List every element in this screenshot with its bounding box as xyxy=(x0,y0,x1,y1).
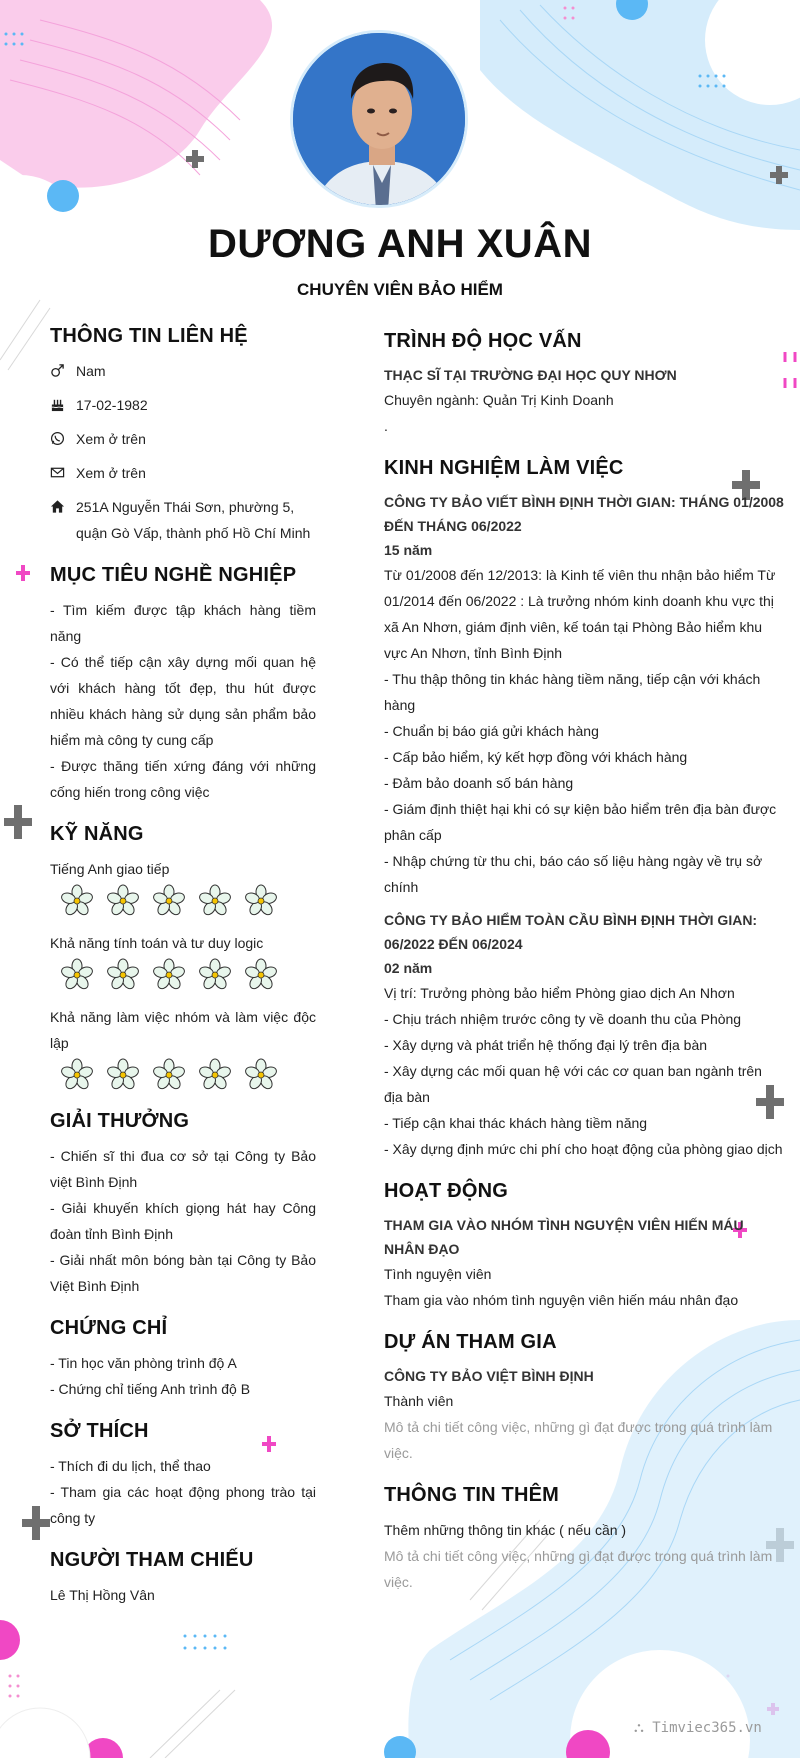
candidate-name: DƯƠNG ANH XUÂN xyxy=(208,222,592,266)
rating-flower-icon xyxy=(152,1058,186,1092)
section-heading-projects: DỰ ÁN THAM GIA xyxy=(384,1331,557,1353)
education-school: THẠC SĨ TẠI TRƯỜNG ĐẠI HỌC QUY NHƠN xyxy=(384,367,677,383)
skill-label: Khả năng tính toán và tư duy logic xyxy=(50,935,264,951)
experience-section xyxy=(384,457,784,1162)
projects-section xyxy=(384,1331,784,1466)
section-heading-certificates: CHỨNG CHỈ xyxy=(50,1317,168,1339)
contact-address xyxy=(50,494,316,546)
phone-icon xyxy=(50,426,76,446)
skill-label: Tiếng Anh giao tiếp xyxy=(50,861,170,877)
section-heading-contact: THÔNG TIN LIÊN HỆ xyxy=(50,325,248,347)
project-company: CÔNG TY BẢO VIỆT BÌNH ĐỊNH xyxy=(384,1368,594,1384)
job-entry xyxy=(384,908,784,1162)
activity-role: Tình nguyện viên xyxy=(384,1266,492,1282)
job-line: - Đảm bảo doanh số bán hàng xyxy=(384,775,574,791)
job-line: - Cấp bảo hiểm, ký kết hợp đồng với khách hàng xyxy=(384,749,688,765)
contact-gender xyxy=(50,358,316,384)
activity-desc: Tham gia vào nhóm tình nguyện viên hiến máu nhân đạo xyxy=(384,1292,739,1308)
references-section xyxy=(50,1549,316,1608)
job-line: Từ 01/2008 đến 12/2013: là Kinh tế viên thu nhận bảo hiểm Từ 01/2014 đến 06/2022 : Là trưởng nhóm kinh doanh khu vực thị xã An Nhơn, giám định viên, kế toán tại Phòng Bảo hiểm khu vực An Nhơn, tỉnh Bình Định xyxy=(384,567,776,661)
activities-section xyxy=(384,1180,784,1313)
rating-flower-icon xyxy=(106,958,140,992)
education-note: . xyxy=(384,418,388,434)
section-heading-skills: KỸ NĂNG xyxy=(50,823,144,845)
email-icon xyxy=(50,460,76,480)
extra-section xyxy=(384,1484,784,1595)
section-heading-hobbies: SỞ THÍCH xyxy=(50,1420,149,1442)
home-icon xyxy=(50,494,76,514)
job-line: - Xây dựng và phát triển hệ thống đại lý trên địa bàn xyxy=(384,1037,708,1053)
job-company: CÔNG TY BẢO HIỂM TOÀN CẦU BÌNH ĐỊNH THỜI GIAN: 06/2022 ĐẾN 06/2024 xyxy=(384,912,758,952)
section-heading-activities: HOẠT ĐỘNG xyxy=(384,1180,509,1202)
job-company: CÔNG TY BẢO VIẾT BÌNH ĐỊNH THỜI GIAN: THÁNG 01/2008 ĐẾN THÁNG 06/2022 xyxy=(384,494,784,534)
right-column xyxy=(384,330,784,1613)
job-line: - Thu thập thông tin khác hàng tiềm năng, tiếp cận với khách hàng xyxy=(384,671,761,713)
objective-line: - Có thể tiếp cận xây dựng mối quan hệ với khách hàng tốt đẹp, thu hút được nhiều khách hàng sử dụng sản phẩm bảo hiểm mà công ty cung cấp xyxy=(50,654,316,748)
project-role: Thành viên xyxy=(384,1393,454,1409)
award-line: - Giải nhất môn bóng bàn tại Công ty Bảo Việt Bình Định xyxy=(50,1252,316,1294)
job-duration: 15 năm xyxy=(384,542,433,558)
contact-section xyxy=(50,325,316,546)
contact-birthday xyxy=(50,392,316,418)
hobby-line: - Thích đi du lịch, thể thao xyxy=(50,1458,211,1474)
certificate-line: - Tin học văn phòng trình độ A xyxy=(50,1355,237,1371)
birthday-cake-icon xyxy=(50,392,76,412)
skill-label: Khả năng làm việc nhóm và làm việc độc lập xyxy=(50,1009,316,1051)
section-heading-education: TRÌNH ĐỘ HỌC VẤN xyxy=(384,330,582,352)
job-line: - Tiếp cận khai thác khách hàng tiềm năng xyxy=(384,1115,648,1131)
rating-flower-icon xyxy=(244,884,278,918)
skill-item xyxy=(50,1004,316,1092)
reference-name: Lê Thị Hồng Vân xyxy=(50,1587,155,1603)
award-line: - Giải khuyến khích giọng hát hay Công đoàn tỉnh Bình Định xyxy=(50,1200,316,1242)
job-duration: 02 năm xyxy=(384,960,433,976)
gender-value: Nam xyxy=(76,363,106,379)
section-heading-experience: KINH NGHIỆM LÀM VIỆC xyxy=(384,457,624,479)
contact-phone xyxy=(50,426,316,452)
section-heading-objective: MỤC TIÊU NGHỀ NGHIỆP xyxy=(50,564,297,586)
rating-flower-icon xyxy=(60,1058,94,1092)
section-heading-awards: GIẢI THƯỞNG xyxy=(50,1110,190,1132)
extra-line: Thêm những thông tin khác ( nếu cần ) xyxy=(384,1522,627,1538)
gender-icon xyxy=(50,358,76,378)
job-line: Vị trí: Trưởng phòng bảo hiểm Phòng giao dịch An Nhơn xyxy=(384,985,735,1001)
objective-line: - Được thăng tiến xứng đáng với những cống hiến trong công việc xyxy=(50,758,316,800)
skill-rating xyxy=(60,1058,316,1092)
rating-flower-icon xyxy=(152,884,186,918)
job-line: - Nhập chứng từ thu chi, báo cáo số liệu hàng ngày về trụ sở chính xyxy=(384,853,763,895)
education-major: Chuyên ngành: Quản Trị Kinh Doanh xyxy=(384,392,614,408)
hobbies-section xyxy=(50,1420,316,1531)
rating-flower-icon xyxy=(152,958,186,992)
job-line: - Xây dựng định mức chi phí cho hoạt động của phòng giao dịch xyxy=(384,1141,783,1157)
skill-item xyxy=(50,856,316,918)
rating-flower-icon xyxy=(244,958,278,992)
skill-rating xyxy=(60,958,316,992)
rating-flower-icon xyxy=(106,884,140,918)
rating-flower-icon xyxy=(244,1058,278,1092)
profile-photo xyxy=(290,30,468,208)
candidate-title: CHUYÊN VIÊN BẢO HIỂM xyxy=(297,280,503,299)
rating-flower-icon xyxy=(60,958,94,992)
extra-desc: Mô tả chi tiết công việc, những gì đạt được trong quá trình làm việc. xyxy=(384,1548,773,1590)
activity-org: THAM GIA VÀO NHÓM TÌNH NGUYỆN VIÊN HIẾN MÁU NHÂN ĐẠO xyxy=(384,1217,744,1257)
phone-value: Xem ở trên xyxy=(76,431,146,447)
job-line: - Xây dựng các mối quan hệ với các cơ quan ban ngành trên địa bàn xyxy=(384,1063,762,1105)
job-entry xyxy=(384,490,784,900)
education-section xyxy=(384,330,784,439)
rating-flower-icon xyxy=(60,884,94,918)
job-line: - Chuẩn bị báo giá gửi khách hàng xyxy=(384,723,599,739)
rating-flower-icon xyxy=(198,884,232,918)
objective-section xyxy=(50,564,316,805)
rating-flower-icon xyxy=(198,1058,232,1092)
hobby-line: - Tham gia các hoạt động phong trào tại công ty xyxy=(50,1484,316,1526)
site-logo: ⛬ Timviec365.vn xyxy=(634,1720,762,1736)
skills-section xyxy=(50,823,316,1092)
certificates-section xyxy=(50,1317,316,1402)
email-value: Xem ở trên xyxy=(76,465,146,481)
section-heading-extra: THÔNG TIN THÊM xyxy=(384,1484,560,1506)
project-desc: Mô tả chi tiết công việc, những gì đạt được trong quá trình làm việc. xyxy=(384,1419,773,1461)
awards-section xyxy=(50,1110,316,1299)
job-line: - Chịu trách nhiệm trước công ty về doanh thu của Phòng xyxy=(384,1011,742,1027)
objective-line: - Tìm kiếm được tập khách hàng tiềm năng xyxy=(50,602,316,644)
rating-flower-icon xyxy=(106,1058,140,1092)
section-heading-references: NGƯỜI THAM CHIẾU xyxy=(50,1549,254,1571)
contact-email xyxy=(50,460,316,486)
skill-rating xyxy=(60,884,316,918)
award-line: - Chiến sĩ thi đua cơ sở tại Công ty Bảo việt Bình Định xyxy=(50,1148,316,1190)
birthday-value: 17-02-1982 xyxy=(76,397,148,413)
skill-item xyxy=(50,930,316,992)
certificate-line: - Chứng chỉ tiếng Anh trình độ B xyxy=(50,1381,251,1397)
address-value: 251A Nguyễn Thái Sơn, phường 5, quận Gò Vấp, thành phố Hồ Chí Minh xyxy=(76,499,311,541)
rating-flower-icon xyxy=(198,958,232,992)
left-column xyxy=(50,325,316,1626)
job-line: - Giám định thiệt hại khi có sự kiện bảo hiểm trên địa bàn được phân cấp xyxy=(384,801,777,843)
